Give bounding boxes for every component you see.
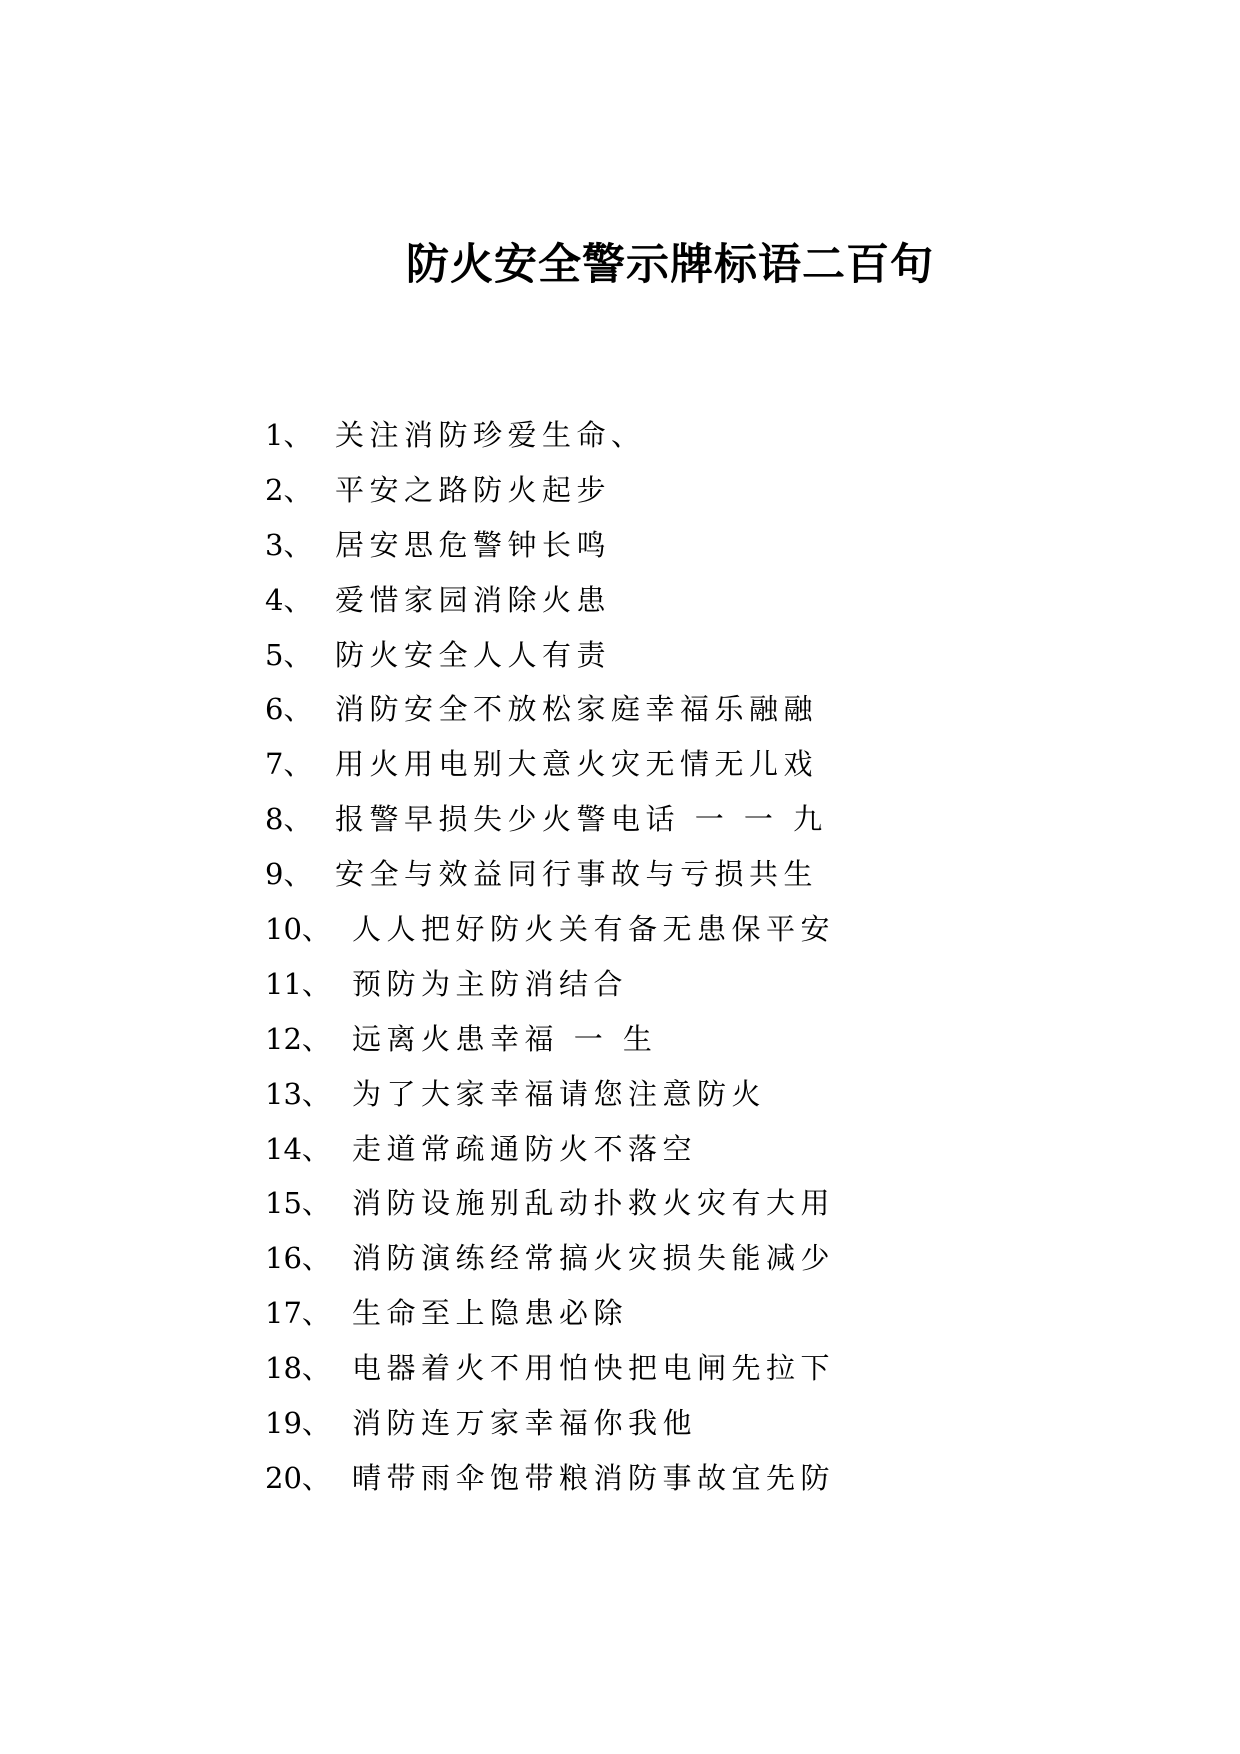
item-text: 人人把好防火关有备无患保平安 (352, 912, 836, 947)
item-text: 远离火患幸福 一 生 (352, 1021, 658, 1056)
item-number: 18、 (265, 1351, 331, 1386)
list-item (265, 1176, 1165, 1231)
item-number: 5、 (265, 637, 313, 672)
item-number: 19、 (265, 1406, 331, 1441)
item-text: 生命至上隐患必除 (352, 1296, 629, 1331)
list-item (265, 1286, 1165, 1341)
list-item (265, 1396, 1165, 1451)
item-text: 消防连万家幸福你我他 (352, 1406, 698, 1441)
item-number: 1、 (265, 418, 313, 452)
item-text: 走道常疏通防火不落空 (352, 1131, 698, 1166)
item-number: 16、 (265, 1241, 331, 1276)
slogan-list (265, 408, 1165, 1506)
item-number: 10、 (265, 912, 331, 947)
item-number: 13、 (265, 1076, 331, 1111)
list-item (265, 408, 1165, 463)
item-number: 20、 (265, 1460, 331, 1495)
item-text: 报警早损失少火警电话 一 一 九 (335, 802, 828, 837)
list-item (265, 1122, 1165, 1177)
item-text: 用火用电别大意火灾无情无儿戏 (335, 747, 819, 782)
list-item (265, 792, 1165, 847)
item-text: 安全与效益同行事故与亏损共生 (335, 857, 819, 892)
item-text: 消防设施别乱动扑救火灾有大用 (352, 1186, 836, 1221)
item-text: 关注消防珍爱生命、 (335, 418, 646, 452)
list-item (265, 957, 1165, 1012)
item-text: 消防演练经常搞火灾损失能减少 (352, 1241, 836, 1276)
list-item (265, 1231, 1165, 1286)
item-text: 晴带雨伞饱带粮消防事故宜先防 (352, 1460, 836, 1495)
item-text: 为了大家幸福请您注意防火 (352, 1076, 767, 1111)
item-number: 4、 (265, 582, 313, 617)
item-text: 电器着火不用怕快把电闸先拉下 (352, 1351, 836, 1386)
item-number: 6、 (265, 692, 313, 727)
item-number: 7、 (265, 747, 313, 782)
item-text: 防火安全人人有责 (335, 637, 612, 672)
item-number: 3、 (265, 527, 313, 562)
item-number: 17、 (265, 1296, 331, 1331)
item-text: 爱惜家园消除火患 (335, 582, 612, 617)
list-item (265, 1012, 1165, 1067)
list-item (265, 1341, 1165, 1396)
item-number: 9、 (265, 857, 313, 892)
list-item (265, 682, 1165, 737)
list-item (265, 737, 1165, 792)
list-item (265, 463, 1165, 518)
item-text: 平安之路防火起步 (335, 472, 612, 507)
list-item (265, 847, 1165, 902)
list-item (265, 518, 1165, 573)
list-item (265, 902, 1165, 957)
item-text: 预防为主防消结合 (352, 966, 629, 1001)
item-number: 15、 (265, 1186, 331, 1221)
document-title: 防火安全警示牌标语二百句 (406, 240, 934, 290)
list-item (265, 628, 1165, 683)
item-number: 11、 (265, 966, 331, 1001)
item-text: 居安思危警钟长鸣 (335, 527, 612, 562)
item-text: 消防安全不放松家庭幸福乐融融 (335, 692, 819, 727)
list-item (265, 1067, 1165, 1122)
item-number: 14、 (265, 1131, 331, 1166)
item-number: 12、 (265, 1021, 331, 1056)
list-item (265, 573, 1165, 628)
item-number: 8、 (265, 802, 313, 837)
item-number: 2、 (265, 472, 313, 507)
list-item (265, 1451, 1165, 1506)
